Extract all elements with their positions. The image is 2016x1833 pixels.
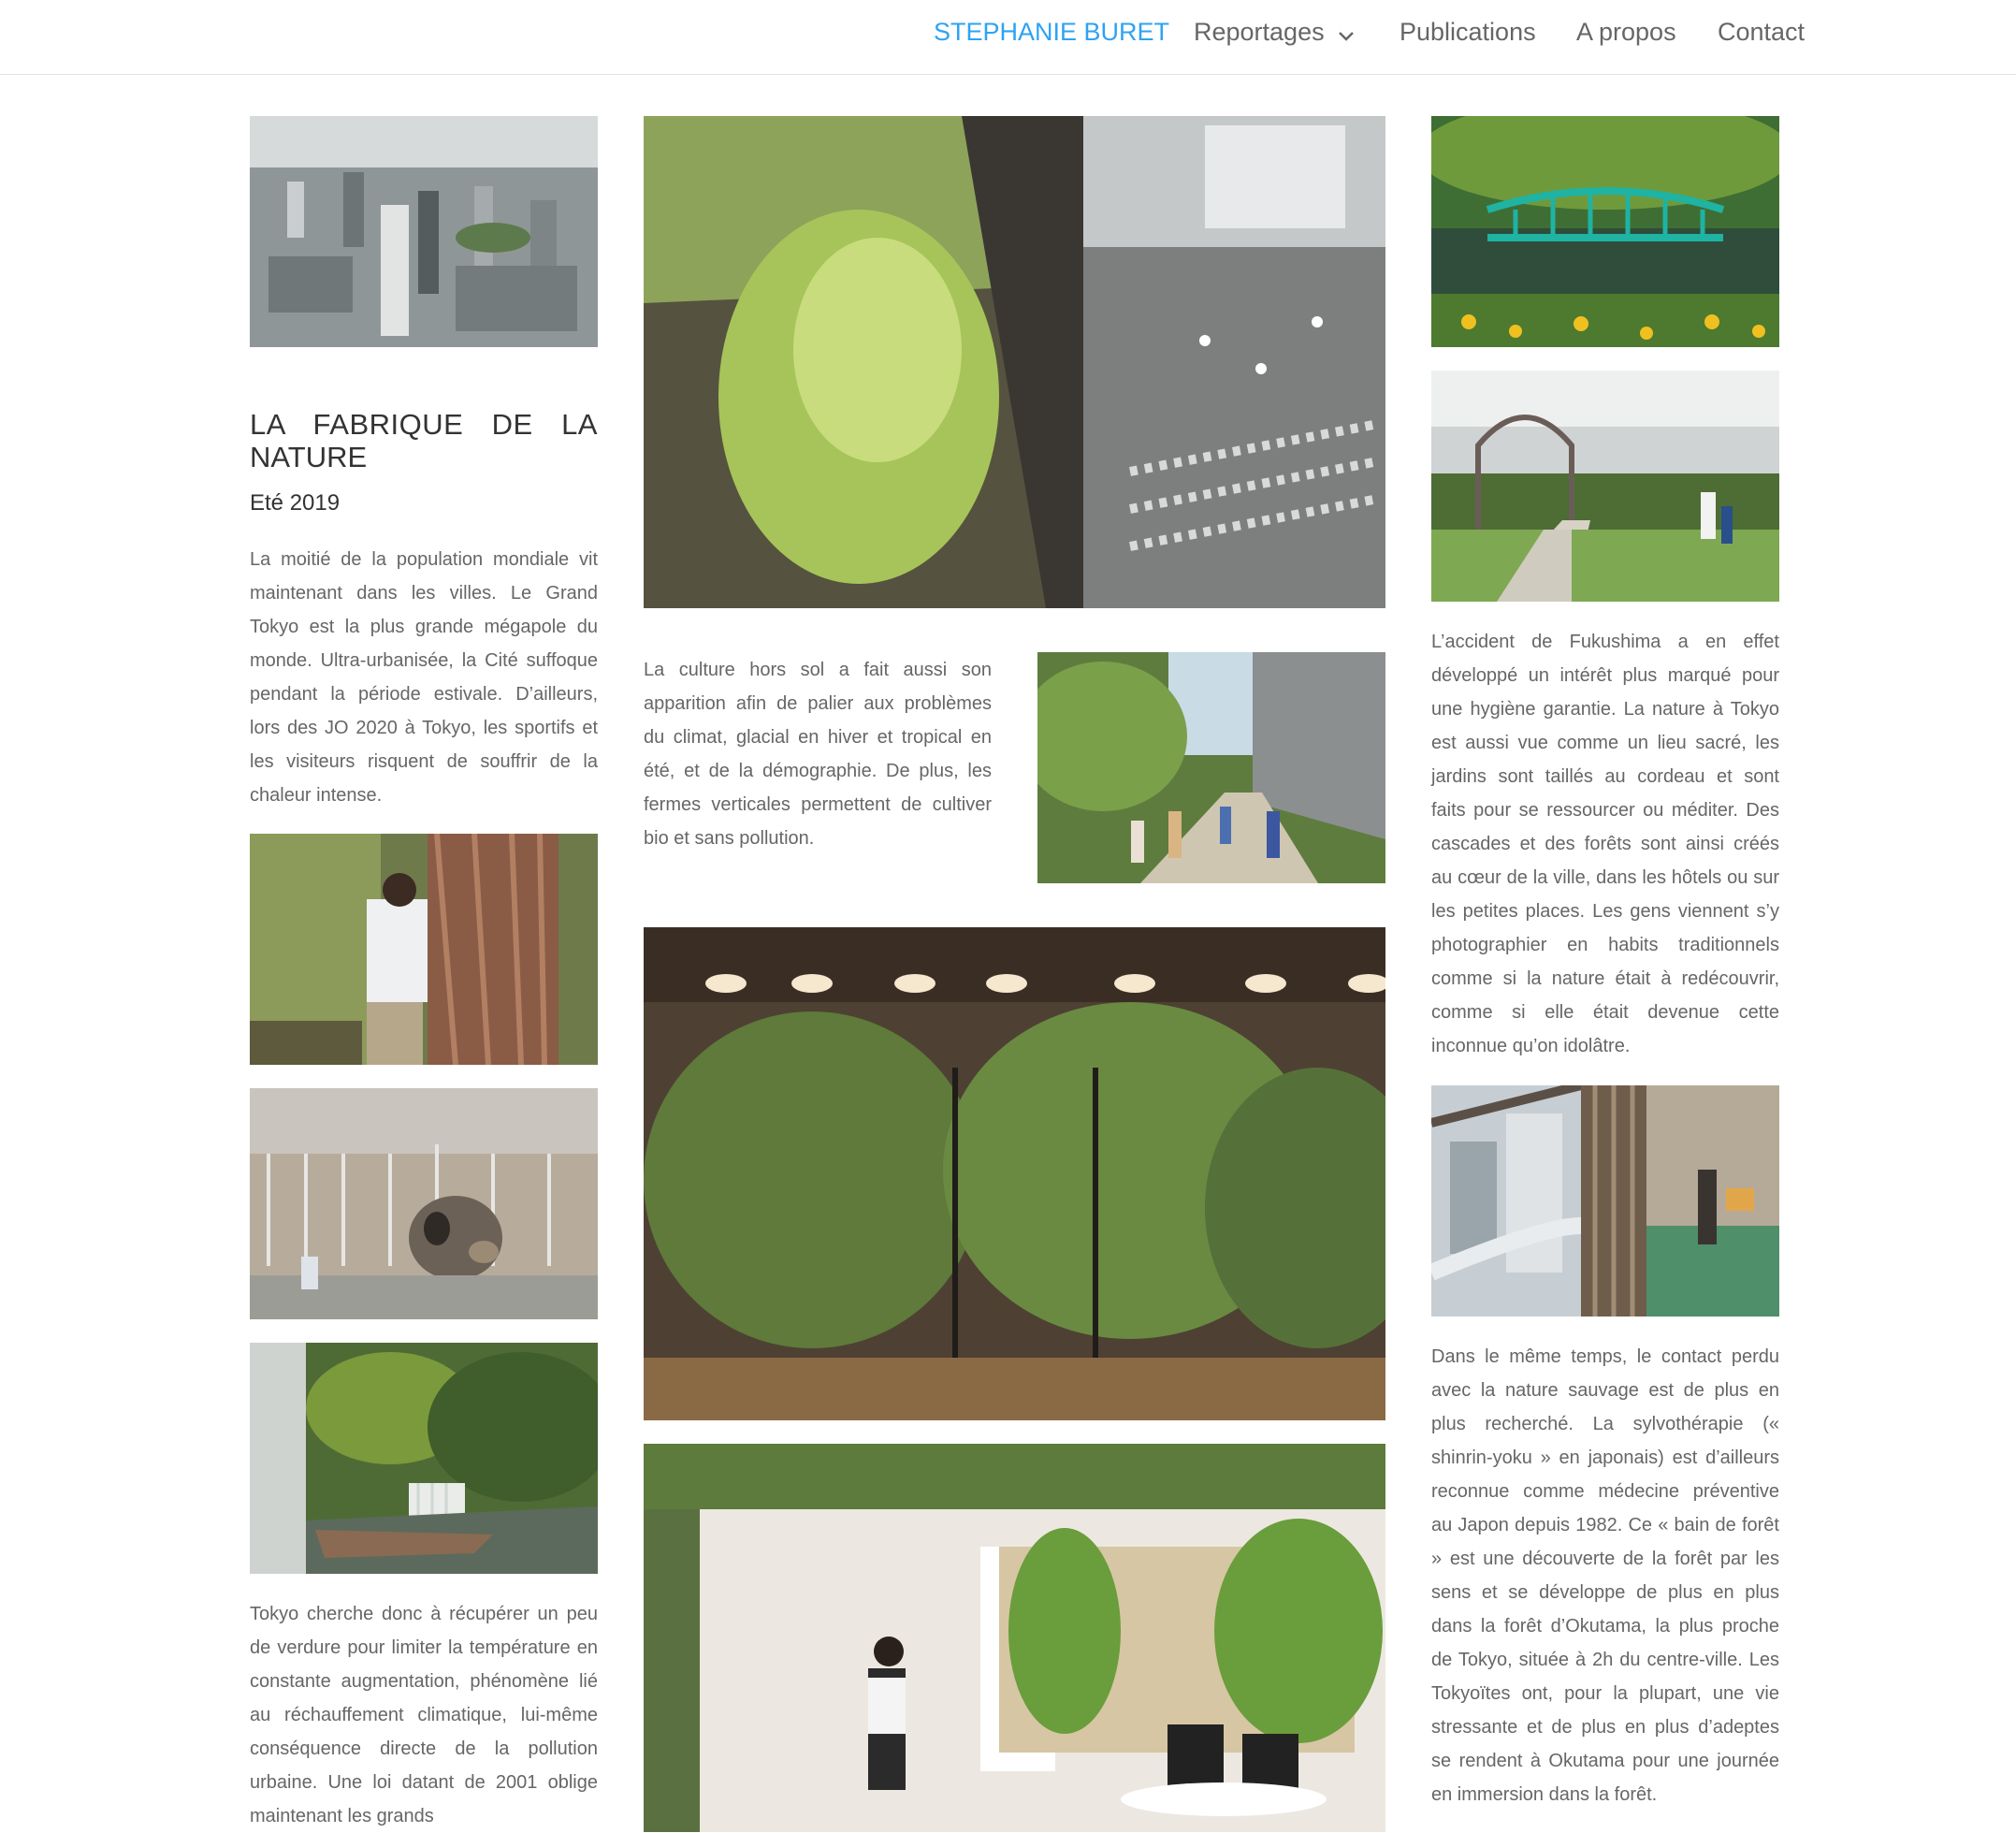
chevron-down-icon	[1338, 15, 1355, 52]
garden-pond-photo[interactable]	[250, 1343, 598, 1574]
nav-item-apropos[interactable]: A propos	[1576, 18, 1676, 46]
verdure-paragraph: Tokyo cherche donc à récupérer un peu de verdure pour limiter la température en constante augmentation, phénomène lié au réchauffement climatique, lui-même conséquence directe de la pollution urbaine. Une loi datant de 2001 oblige maintenant les grands	[250, 1604, 598, 1826]
nav-item-label: Reportages	[1194, 18, 1325, 46]
page-title-line2: NATURE	[250, 441, 368, 473]
indoor-tomato-farm-photo[interactable]	[644, 927, 1385, 1420]
fukushima-paragraph: L’accident de Fukushima a en effet développé un intérêt plus marqué pour une hygiène garantie. La nature à Tokyo est aussi vue comme un lieu sacré, les jardins sont taillés au cordeau et sont faits pour se ressourcer ou méditer. Des cascades et des forêts sont ainsi créés au cœur de la ville, dans les hôtels ou sur les petites places. Les gens viennent s’y photographier en habits traditionnels comme si la nature était à redécouvrir, comme si elle était devenue cette inconnue qu’on idolâtre.	[1431, 632, 1779, 1056]
nav-item-contact[interactable]: Contact	[1718, 18, 1806, 46]
rooftop-arch-garden-photo[interactable]	[1431, 371, 1779, 602]
contact-paragraph: Dans le même temps, le contact perdu avec la nature sauvage est de plus en plus recherché. La sylvothérapie (« shinrin-yoku » en japonais) est d’ailleurs reconnue comme médecine préventive au Japon depuis 1982. Ce « bain de forêt » est une découverte de la forêt par les sens et se développe de plus en plus dans la forêt d’Okutama, la plus proche de Tokyo, située à 2h du centre-ville. Les Tokyoïtes ont, pour la plupart, une vie stressante et de plus en plus d’adeptes se rendent à Okutama pour une journée en immersion dans la forêt.	[1431, 1346, 1779, 1805]
kimono-garden-path-photo[interactable]	[1037, 652, 1385, 883]
nav-item-publications[interactable]: Publications	[1400, 18, 1536, 46]
tokyo-skyline-photo[interactable]	[250, 116, 598, 347]
culture-paragraph: La culture hors sol a fait aussi son apparition afin de palier aux problèmes du climat, glacial en hiver et tropical en été, et de la démographie. De plus, les fermes verticales permettent de cultiver bio et sans pollution.	[644, 660, 992, 849]
season-subtitle: Eté 2019	[250, 490, 341, 516]
shibuya-crossing-photo[interactable]	[644, 116, 1385, 608]
tree-hug-photo[interactable]	[250, 834, 598, 1065]
intro-paragraph: La moitié de la population mondiale vit maintenant dans les villes. Le Grand Tokyo est la plus grande mégapole du monde. Ultra-urbanisée, la Cité suffoque pendant la période estivale. D’ailleurs, lors des JO 2020 à Tokyo, les sportifs et les visiteurs risquent de souffrir de la chaleur intense.	[250, 549, 598, 806]
page-title: LA FABRIQUE DE LA	[250, 408, 598, 441]
nav-brand-link[interactable]: STEPHANIE BURET	[934, 18, 1170, 46]
nav-item-reportages[interactable]	[1194, 13, 1355, 51]
monet-bridge-garden-photo[interactable]	[1431, 116, 1779, 347]
rooftop-beekeeping-photo[interactable]	[1431, 1085, 1779, 1317]
top-navigation	[0, 0, 2016, 75]
office-green-wall-photo[interactable]	[644, 1444, 1385, 1832]
rock-waterfall-photo[interactable]	[250, 1088, 598, 1319]
